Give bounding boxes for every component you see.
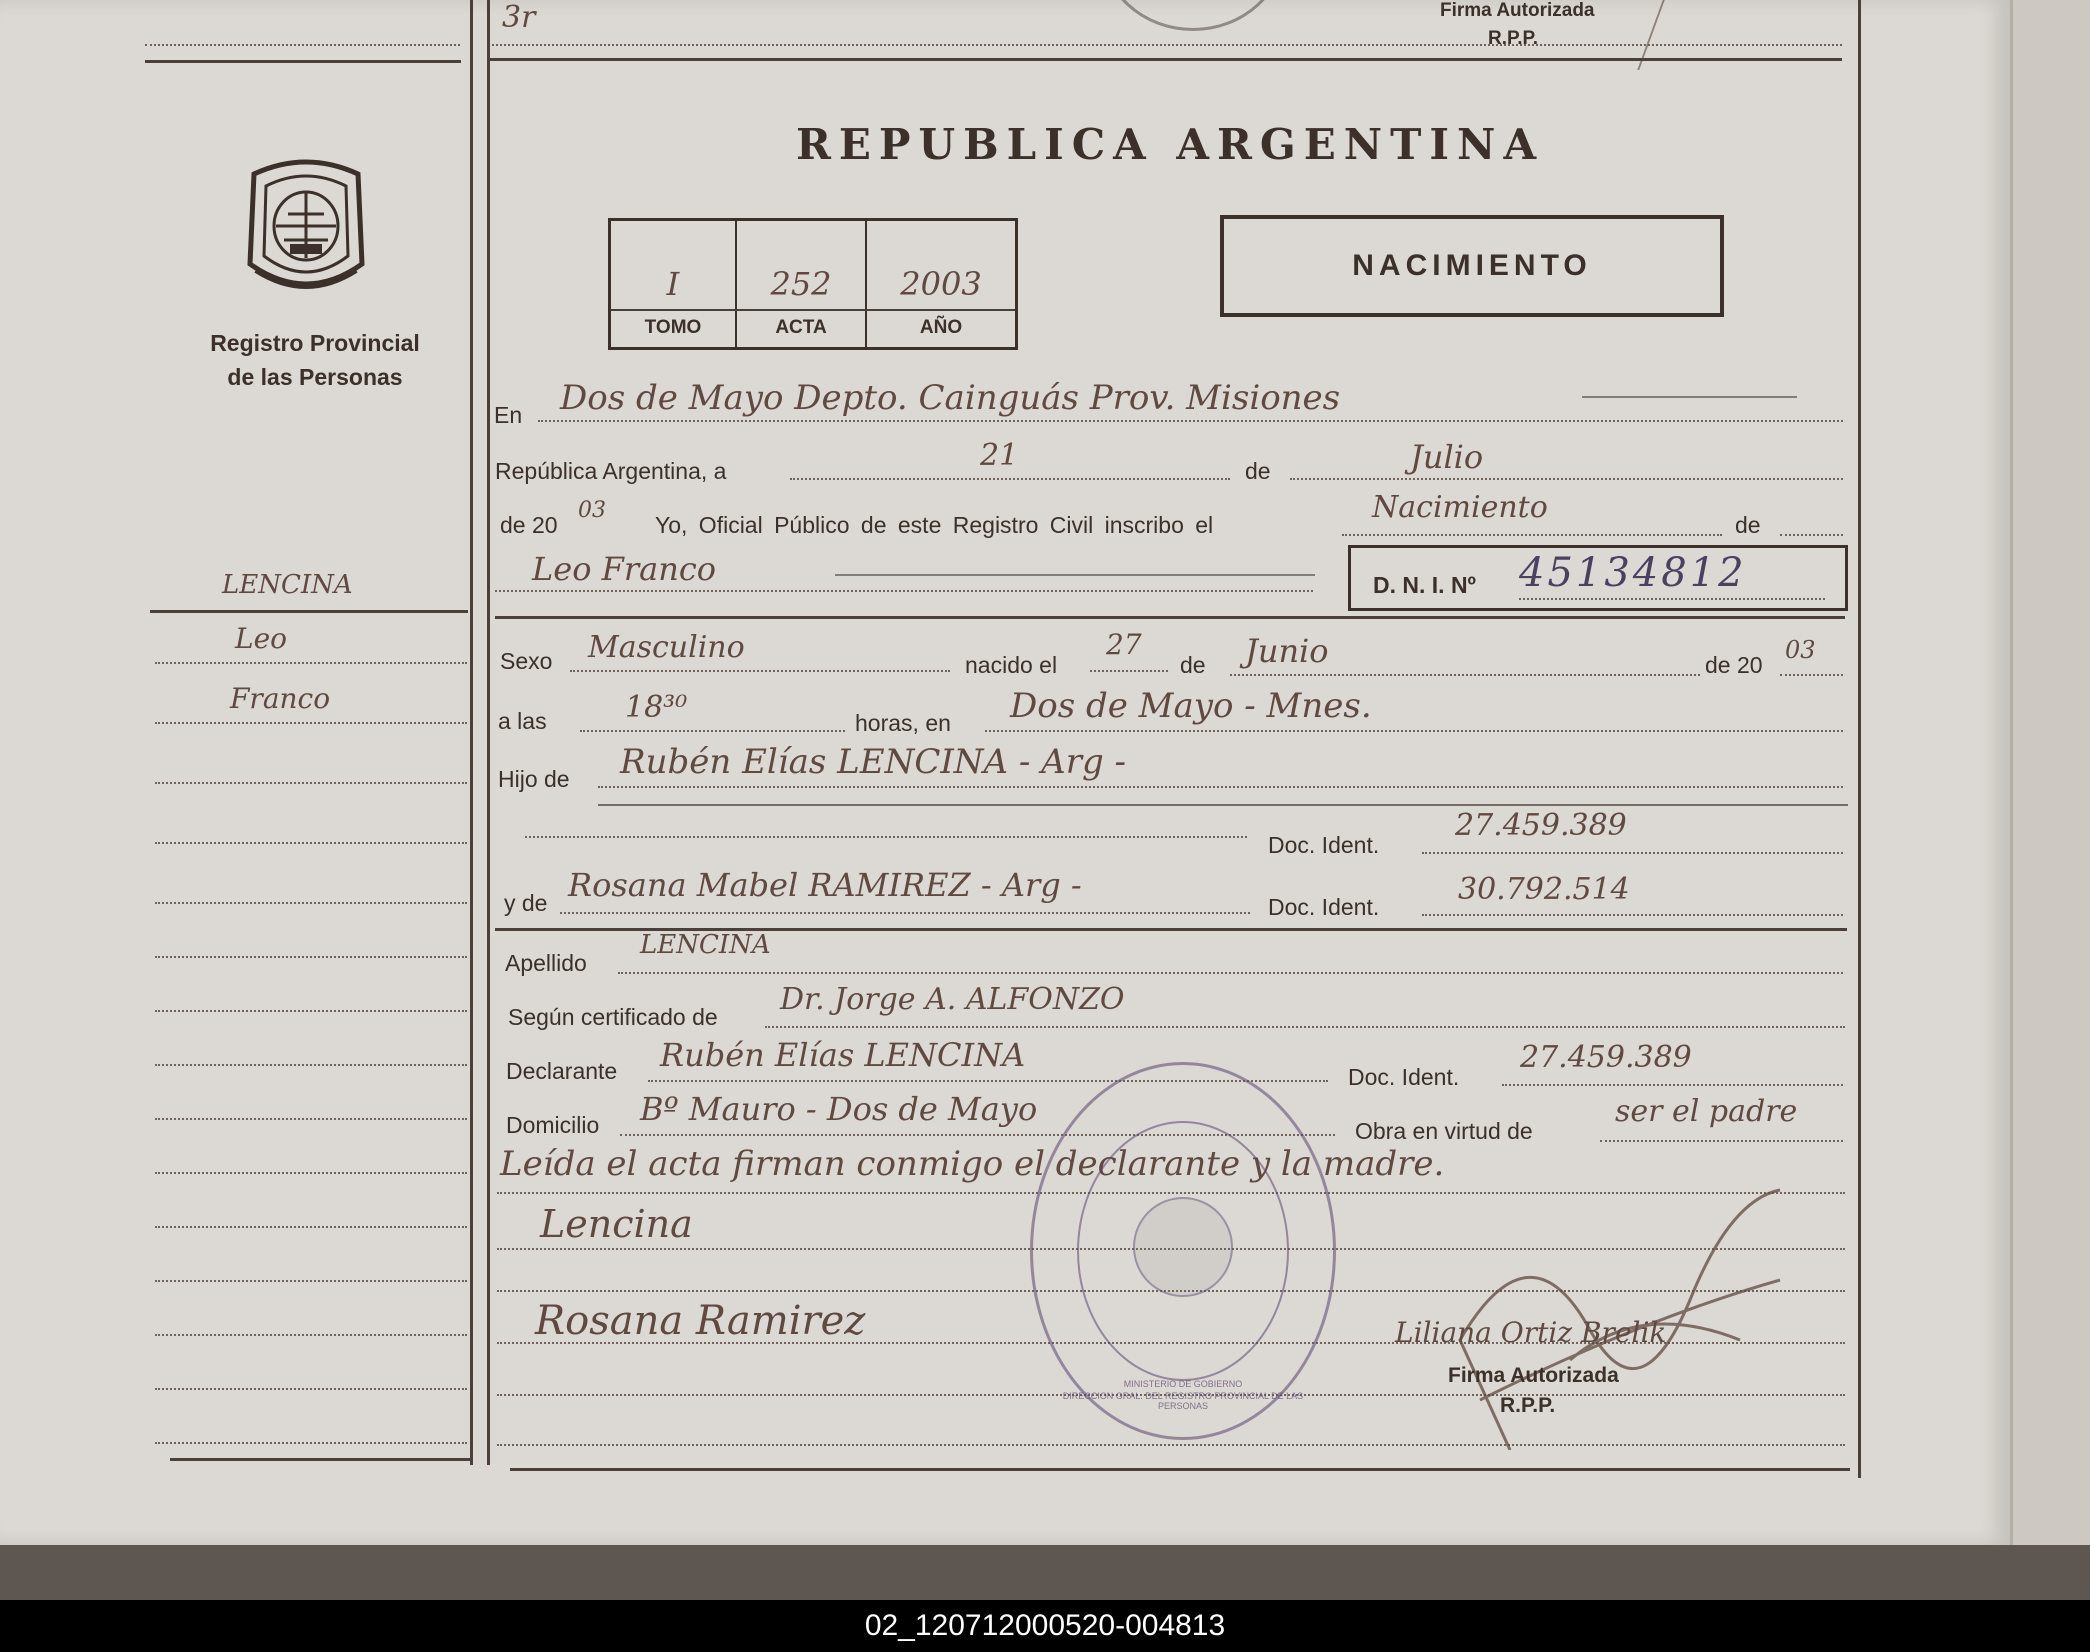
declarant-doc-dotted <box>1502 1084 1843 1086</box>
obra-dotted <box>1600 1140 1843 1142</box>
father-hand-rule <box>598 804 1848 806</box>
sidebar-dotted-1 <box>155 662 467 664</box>
official-rpp-label: R.P.P. <box>1500 1394 1556 1417</box>
facing-page-edge <box>2010 0 2090 1545</box>
address-value: Bº Mauro - Dos de Mayo <box>640 1090 1038 1128</box>
father-doc-left-dotted <box>525 836 1247 838</box>
birth-place-value: Dos de Mayo - Mnes. <box>1010 686 1372 726</box>
de20-label: de 20 <box>500 512 558 538</box>
dni-box <box>1348 545 1848 611</box>
signature-rosana-ramirez: Rosana Ramirez <box>535 1298 866 1344</box>
father-doc-label: Doc. Ident. <box>1268 832 1380 858</box>
sidebar-name-rule <box>150 610 468 613</box>
official-firma-label: Firma Autorizada <box>1448 1364 1619 1387</box>
hijo-label: Hijo de <box>498 766 570 792</box>
closing-statement: Leída el acta firman conmigo el declarante y la madre. <box>500 1144 1445 1184</box>
mother-name-value: Rosana Mabel RAMIREZ - Arg - <box>568 866 1082 904</box>
record-type-label: NACIMIENTO <box>1352 249 1592 282</box>
dni-value: 45134812 <box>1519 550 1747 596</box>
mother-dotted <box>560 912 1250 914</box>
certifier-value: Dr. Jorge A. ALFONZO <box>780 982 1125 1017</box>
sidebar-dotted-9 <box>155 1118 467 1120</box>
tomo-acta-ano-table <box>608 218 1018 350</box>
main-top-dotted <box>492 44 1842 46</box>
mother-doc-dotted <box>1422 914 1843 916</box>
sexo-dotted <box>570 670 950 672</box>
official-name: Liliana Ortiz Brelik <box>1395 1316 1667 1349</box>
obra-label: Obra en virtud de <box>1355 1118 1533 1144</box>
de20-label-2: de 20 <box>1705 652 1763 678</box>
dni-dotted <box>1519 598 1825 600</box>
father-doc-dotted <box>1422 852 1843 854</box>
declarant-doc-value: 27.459.389 <box>1520 1040 1692 1075</box>
main-top-rule <box>490 58 1842 61</box>
birth-year-dotted <box>1780 674 1843 676</box>
child-name-value: Leo Franco <box>532 550 716 588</box>
birth-month-dotted <box>1230 674 1700 676</box>
hour-dotted <box>580 730 845 732</box>
sidebar-top-rule <box>145 60 461 63</box>
registry-office-line1: Registro Provincial <box>210 330 420 356</box>
dni-label: D. N. I. Nº <box>1373 572 1476 598</box>
birth-hour-value: 18³⁰ <box>625 690 688 725</box>
sidebar-dotted-7 <box>155 1010 467 1012</box>
de-label-3: de <box>1180 652 1206 678</box>
birth-day-value: 27 <box>1106 628 1142 661</box>
signature-lencina: Lencina <box>540 1202 693 1246</box>
sidebar-dotted-11 <box>155 1226 467 1228</box>
inscription-type-value: Nacimiento <box>1372 490 1548 525</box>
name-dotted <box>495 590 1313 592</box>
birth-year-value: 03 <box>1785 636 1816 664</box>
acta-label: ACTA <box>775 317 827 338</box>
month-value: Julio <box>1410 438 1484 476</box>
sidebar-divider-line <box>470 0 473 1465</box>
section-rule-1 <box>495 616 1845 619</box>
day-dotted <box>790 478 1230 480</box>
official-stamp-text: DIRECCION GRAL. DEL REGISTRO PROVINCIAL DE LAS PERSONAS <box>1062 1391 1304 1411</box>
place-value: Dos de Mayo Depto. Cainguás Prov. Misiones <box>560 378 1341 418</box>
sidebar-dotted-14 <box>155 1388 467 1390</box>
inscription-dotted <box>1342 534 1722 536</box>
sidebar-given-2: Franco <box>230 682 331 715</box>
ano-value: 2003 <box>900 265 982 303</box>
declarant-doc-label: Doc. Ident. <box>1348 1064 1460 1090</box>
mother-doc-value: 30.792.514 <box>1458 872 1630 907</box>
de-label: de <box>1245 458 1271 484</box>
de-label-2: de <box>1735 512 1761 538</box>
declarante-label: Declarante <box>506 1058 618 1084</box>
country-title: REPUBLICA ARGENTINA <box>795 120 1545 169</box>
main-right-border <box>1858 0 1861 1478</box>
top-rpp-label: R.P.P. <box>1488 28 1539 49</box>
sidebar-dotted-2 <box>155 722 467 724</box>
ano-label: AÑO <box>919 317 963 338</box>
name-hand-rule <box>835 574 1315 576</box>
birth-place-dotted <box>985 730 1843 732</box>
top-handwritten-mark: 3r <box>502 0 536 35</box>
sidebar-dotted-3 <box>155 782 467 784</box>
official-stamp <box>1030 1062 1336 1440</box>
yde-label: y de <box>504 890 548 916</box>
registry-office-line2: de las Personas <box>227 364 403 390</box>
sidebar-top-dotted <box>145 44 460 46</box>
acta-value: 252 <box>770 265 832 303</box>
top-firma-label: Firma Autorizada <box>1440 0 1595 21</box>
day-value: 21 <box>980 438 1019 473</box>
father-doc-value: 27.459.389 <box>1455 808 1627 843</box>
domicilio-label: Domicilio <box>506 1112 600 1138</box>
main-bottom-rule <box>510 1468 1850 1471</box>
alas-label: a las <box>498 708 547 734</box>
image-caption: 02_120712000520-004813 <box>0 1600 2090 1652</box>
declarant-name-value: Rubén Elías LENCINA <box>660 1036 1026 1074</box>
sidebar-dotted-6 <box>155 956 467 958</box>
birth-day-dotted <box>1090 670 1168 672</box>
nacido-label: nacido el <box>965 652 1058 678</box>
month-dotted <box>1290 478 1843 480</box>
sexo-value: Masculino <box>588 630 745 665</box>
certificado-dotted <box>765 1026 1845 1028</box>
tomo-label: TOMO <box>644 317 702 338</box>
birth-month-value: Junio <box>1245 632 1329 670</box>
sidebar-dotted-13 <box>155 1334 467 1336</box>
apellido-dotted <box>618 972 1843 974</box>
sidebar-dotted-5 <box>155 902 467 904</box>
sidebar-given-1: Leo <box>235 622 288 655</box>
sidebar-dotted-4 <box>155 842 467 844</box>
main-left-border <box>487 0 490 1465</box>
surname-value: LENCINA <box>640 930 771 960</box>
father-dotted <box>598 786 1843 788</box>
official-signature-scribble <box>1440 1180 1800 1450</box>
en-label: En <box>494 402 523 428</box>
sidebar-bottom-rule <box>170 1458 470 1461</box>
oficial-text: Yo, Oficial Público de este Registro Civil inscribo el <box>655 512 1214 538</box>
stamp-emblem-icon <box>1133 1197 1233 1297</box>
certificado-label: Según certificado de <box>508 1004 718 1030</box>
sidebar-dotted-12 <box>155 1280 467 1282</box>
sidebar-dotted-8 <box>155 1064 467 1066</box>
mother-doc-label: Doc. Ident. <box>1268 894 1380 920</box>
table-label-rule <box>611 309 1015 311</box>
en-dotted <box>538 420 1843 422</box>
republica-label: República Argentina, a <box>495 458 727 484</box>
horas-en-label: horas, en <box>855 710 951 736</box>
tomo-value: I <box>666 265 680 303</box>
sidebar-dotted-10 <box>155 1172 467 1174</box>
record-type-box <box>1220 215 1724 317</box>
de2-dotted <box>1780 534 1843 536</box>
provincial-seal-icon <box>240 152 372 302</box>
sidebar-surname: LENCINA <box>222 570 353 600</box>
registration-year-value: 03 <box>578 498 606 523</box>
sexo-label: Sexo <box>500 648 553 674</box>
apellido-label: Apellido <box>505 950 587 976</box>
official-stamp-subtext: MINISTERIO DE GOBIERNO <box>1123 1379 1243 1389</box>
en-hand-rule <box>1582 396 1797 398</box>
sidebar-dotted-15 <box>155 1442 467 1444</box>
capacity-value: ser el padre <box>1615 1094 1798 1129</box>
father-name-value: Rubén Elías LENCINA - Arg - <box>620 742 1127 782</box>
